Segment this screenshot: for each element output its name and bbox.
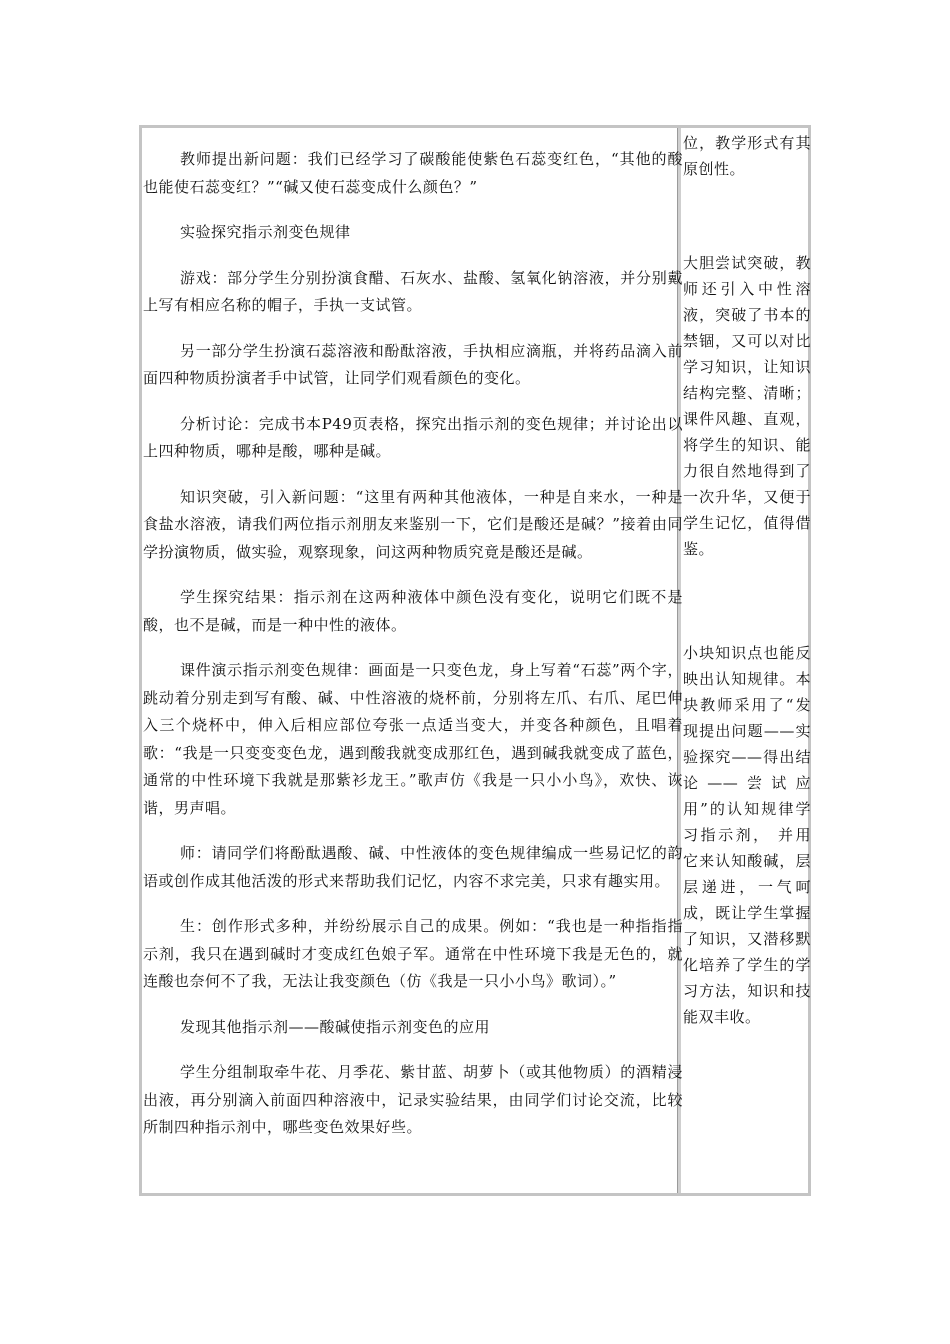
comment-cognitive-rule: 小块知识点也能反映出认知规律。本块教师采用了“发现提出问题——实验探究——得出结论——尝试应用”的认知规律学习指示剂， 并用它来认知酸碱，层层递进，一气呵成，既让学生掌握了知识，又潜移默化培养了学生的学习方法，知识和技能双丰收。 — [683, 644, 811, 1026]
paragraph-game: 游戏：部分学生分别扮演食醋、石灰水、盐酸、氢氧化钠溶液，并分别戴上写有相应名称的帽子，手执一支试管。 — [143, 268, 683, 314]
paragraph-group-work: 学生分组制取牵牛花、月季花、紫甘蓝、胡萝卜（或其他物质）的酒精浸出液，再分别滴入前面四种溶液中，记录实验结果，由同学们讨论交流，比较所制四种指示剂中，哪些变色效果好些。 — [143, 1063, 683, 1136]
comment-originality: 位，教学形式有其原创性。 — [683, 134, 811, 178]
paragraph-teacher: 师：请同学们将酚酞遇酸、碱、中性液体的变色规律编成一些易记忆的韵语或创作成其他活泼的形式来帮助我们记忆，内容不求完美，只求有趣实用。 — [143, 844, 683, 890]
paragraph-heading-other-indicators: 发现其他指示剂——酸碱使指示剂变色的应用 — [180, 1017, 491, 1036]
paragraph-courseware: 课件演示指示剂变色规律：画面是一只变色龙，身上写着“石蕊”两个字，跳动着分别走到写有酸、碱、中性溶液的烧杯前，分别将左爪、右爪、尾巴伸入三个烧杯中，伸入后相应部位夸张一点适当变大，并变各种颜色，且唱着歌：“我是一只变变变色龙，遇到酸我就变成那红色，遇到碱我就变成了蓝色，通常的中性环境下我就是那紫衫龙王。”歌声仿《我是一只小小鸟》，欢快、诙谐，男声唱。 — [143, 661, 683, 817]
paragraph-heading-experiment: 实验探究指示剂变色规律 — [180, 223, 351, 241]
paragraph-discussion: 分析讨论：完成书本P49页表格，探究出指示剂的变色规律；并讨论出以上四种物质，哪种是酸，哪种是碱。 — [143, 414, 683, 460]
paragraph-indicator-roles: 另一部分学生扮演石蕊溶液和酚酞溶液，手执相应滴瓶，并将药品滴入前面四种物质扮演者手中试管，让同学们观看颜色的变化。 — [143, 341, 683, 387]
main-content — [143, 146, 683, 1160]
paragraph-result: 学生探究结果：指示剂在这两种液体中颜色没有变化，说明它们既不是酸，也不是碱，而是一种中性的液体。 — [143, 588, 683, 634]
paragraph-student: 生：创作形式多种，并纷纷展示自己的成果。例如：“我也是一种指指指示剂，我只在遇到碱时才变成红色娘子军。通常在中性环境下我是无色的，就连酸也奈何不了我，无法让我变颜色（仿《我是一只小小鸟》歌词）。” — [143, 917, 683, 990]
comment-breakthrough: 大胆尝试突破，教师还引入中性溶液，突破了书本的禁锢，又可以对比学习知识，让知识结构完整、清晰；课件风趣、直观，将学生的知识、能力很自然地得到了一次升华，又便于学生记忆，值得借鉴。 — [683, 254, 811, 558]
paragraph-breakthrough: 知识突破，引入新问题：“这里有两种其他液体，一种是自来水，一种是食盐水溶液，请我们两位指示剂朋友来鉴别一下，它们是酸还是碱？”接着由同学扮演物质，做实验，观察现象，问这两种物质究竟是酸还是碱。 — [143, 487, 683, 561]
paragraph-new-question: 教师提出新问题：我们已经学习了碳酸能使紫色石蕊变红色，“其他的酸也能使石蕊变红？”“碱又使石蕊变成什么颜色？” — [143, 150, 683, 196]
